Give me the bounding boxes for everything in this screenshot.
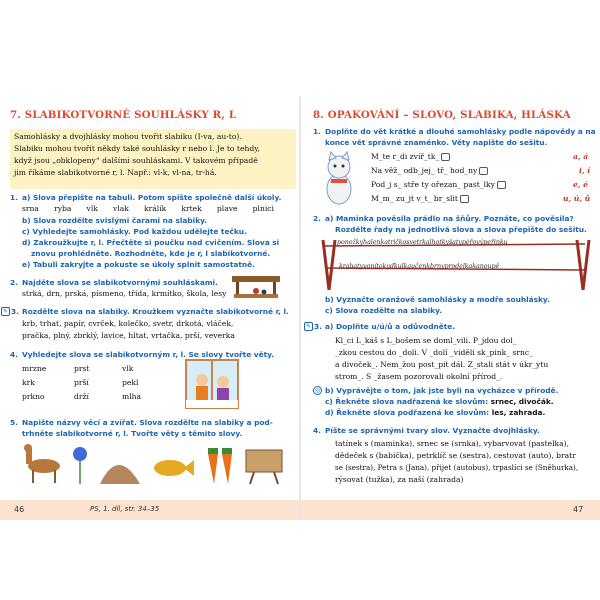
task-instruction: Doplňte do vět krátké a dlouhé samohlásky podle nápovědy a na [325,127,596,136]
task-number: 5. [10,418,18,427]
clothesline-words-bottom: krabatyvonítokyďkulkaučenkbrnyprodelkakanoupě [339,262,500,270]
fill-sentence: Na věž_ odb_jej_ tř_ hod_ny [371,166,488,176]
word-cell: mrzne [22,364,47,373]
task-words: dědeček s (babička), petrklíč se (sestra), cestovat (auto), bratr [335,451,576,460]
task-instruction: trhněte slabikotvorné r, l. Tvořte věty s těmito slovy. [22,429,243,438]
task-instruction: c) Slova rozdělte na slabiky. [325,306,443,315]
fill-sentence: Pod_j s_ stře ty ořezan_ past_lky [371,180,506,190]
word-cell: pekl [122,378,139,387]
word-cell: prst [74,364,90,373]
task-instruction: Napište názvy věcí a zvířat. Slova rozdělte na slabiky a pod- [22,418,273,427]
fish-icon [154,460,194,476]
rule-line-2: Slabiku mohou tvořit někdy také souhlásky r nebo l. Je to tehdy, [14,144,260,153]
clothesline-words-top: ponožkyhalenkatričkosvetrkalhotkyšatypéřovýpeřinku [337,238,508,246]
word: plave [216,204,238,213]
deer-icon [24,444,60,483]
task-instruction: c) Vyhledejte samohlásky. Pod každou udělejte tečku. [22,227,247,236]
feeding-rack-icon [246,450,282,484]
task-words: tatínek s (maminka), srnec se (srnka), vybarvovat (pastelka), [335,439,570,448]
task-instruction: a) Doplňte u/ú/ů a odůvodněte. [325,322,456,331]
pictures-row [18,442,288,486]
word: krtek [181,204,202,213]
task-instruction: Rozdělte slova na slabiky. Kroužkem vyznačte slabikotvorné r, l. [22,307,289,316]
word-cell: drží [74,392,89,401]
rule-line-4: jim říkáme slabikotvorné r, l. Např.: vl-k, vl-na, tr-há. [14,168,217,177]
bird-feeder-image [226,274,286,300]
fill-text-line: Kl_ci L_káš s L_bošem se doml_vili. P_jdou dol_ [335,336,517,345]
workbook-icon: ✎ [2,308,9,315]
word: vlk [86,204,98,213]
rule-line-3: když jsou „obklopeny“ dalšími souhláskami. V takovém případě [14,156,258,165]
task-words: strká, drn, prská, písmeno, třída, krmítko, škola, lesy [22,289,227,298]
task-instruction: d) Zakroužkujte r, l. Přečtěte si poučku nad cvičením. Slova si [22,238,280,247]
task-instruction: Najděte slova se slabikotvornými souhláskami. [22,278,218,287]
hint-letters: a, á [573,152,589,161]
word: srna [22,204,39,213]
task-words: krb, trhat, papír, cvrček, kolečko, svetr, drkotá, vláček, [22,319,234,328]
hint-letters: e, é [573,180,588,189]
task-number: 3. [11,307,19,316]
answer-box[interactable] [460,195,469,203]
hint-letters: i, í [579,166,591,175]
rule-line-1: Samohlásky a dvojhlásky mohou tvořit slabiku (I-va, au-to). [14,132,242,141]
workbook-reference: PS, 1. díl, str. 34–35 [90,505,160,513]
word: ryba [54,204,72,213]
task-instruction: e) Tabuli zakryjte a pokuste se úkoly splnit samostatně. [22,260,255,269]
task-instruction: konce vět správné znaménko. Věty napište do sešitu. [325,138,548,147]
task-instruction: b) Slova rozdělte svislými čarami na slabiky. [22,216,208,225]
task-instruction: znovu prohlédněte. Rozhodněte, kde je r, l slabikotvorné. [31,249,271,258]
section-title: 8. OPAKOVÁNÍ – SLOVO, SLABIKA, HLÁSKA [313,109,571,121]
fill-sentence: M_m_ zu_jt v_t_ br_slit [371,194,469,204]
task-instruction: a) Maminka pověsila prádlo na šňůry. Poznáte, co pověsila? [325,214,574,223]
task-instruction: d) Řekněte slova podřazená ke slovům: les, zahrada. [325,408,546,417]
answer-box[interactable] [479,167,488,175]
task-instruction: b) Vyprávějte o tom, jak jste byli na vycházce v přírodě. [325,386,559,395]
task-number: 4. [10,350,18,359]
task-number: 1. [10,193,18,202]
page-number: 47 [573,505,584,514]
task-instruction: Vyhledejte slova se slabikotvorným r, l. Se slovy tvořte věty. [22,350,275,359]
fill-text-line: a divoček_. Nem_žou post_pit dál. Z_stali stát v úkr_ytu [335,360,549,369]
task-number: 2. [313,214,321,223]
task-instruction: Píšte se správnými tvary slov. Vyznačte dvojhlásky. [325,426,540,435]
carrot-icon [208,448,232,484]
left-page [0,96,299,520]
word-cell: krk [22,378,35,387]
word: vlak [113,204,129,213]
hint-letters: u, ú, ů [563,194,591,203]
word: plnici [252,204,274,213]
task-number: 4. [313,426,321,435]
anthill-icon [100,465,140,484]
fill-text-line: strom_. S _žasem pozorovali okolní přírod_. [335,372,503,381]
task-words: se (sestra), Petra s (Jana), přijet (autobus), trpaslíci se (Sněhurka), [335,463,579,472]
word-row [22,204,274,214]
fill-text-line: _zkou cestou do _doli. V _dolí _viděli sk_pink_ srnc_ [335,348,533,357]
cornflower-icon [73,447,87,484]
right-page [301,96,600,520]
cat-image [317,151,361,209]
fill-sentence: M_te r_di zvíř_tk_ [371,152,450,162]
task-number: 3. [314,322,322,331]
window-scene-image [184,358,240,410]
section-title: 7. SLABIKOTVORNÉ SOUHLÁSKY R, L [10,109,237,121]
task-instruction: c) Řekněte slova nadřazená ke slovům: srnec, divočák. [325,397,554,406]
word-cell: mlha [122,392,142,401]
speaking-icon: ◎ [314,387,321,394]
word-cell: vlk [122,364,134,373]
task-number: 2. [10,278,18,287]
page-footer [301,500,600,520]
word-cell: prkno [22,392,45,401]
page-number: 46 [14,505,25,514]
task-instruction: b) Vyznačte oranžově samohlásky a modře souhlásky. [325,295,550,304]
word-cell: prší [74,378,89,387]
workbook-icon: ✎ [305,323,312,330]
task-number: 1. [313,127,321,136]
task-words: rýsovat (tužka), za naší (zahrada) [335,475,464,484]
task-instruction: a) Slova přepište na tabuli. Potom spište společně další úkoly. [22,193,282,202]
answer-box[interactable] [497,181,506,189]
task-words: pračka, plný, zbrklý, lavice, hltat, vrtačka, prší, veverka [22,331,235,340]
answer-box[interactable] [441,153,450,161]
word: králík [144,204,167,213]
task-instruction: Rozdělte řady na jednotlivá slova a slova přepište do sešitu. [335,225,587,234]
